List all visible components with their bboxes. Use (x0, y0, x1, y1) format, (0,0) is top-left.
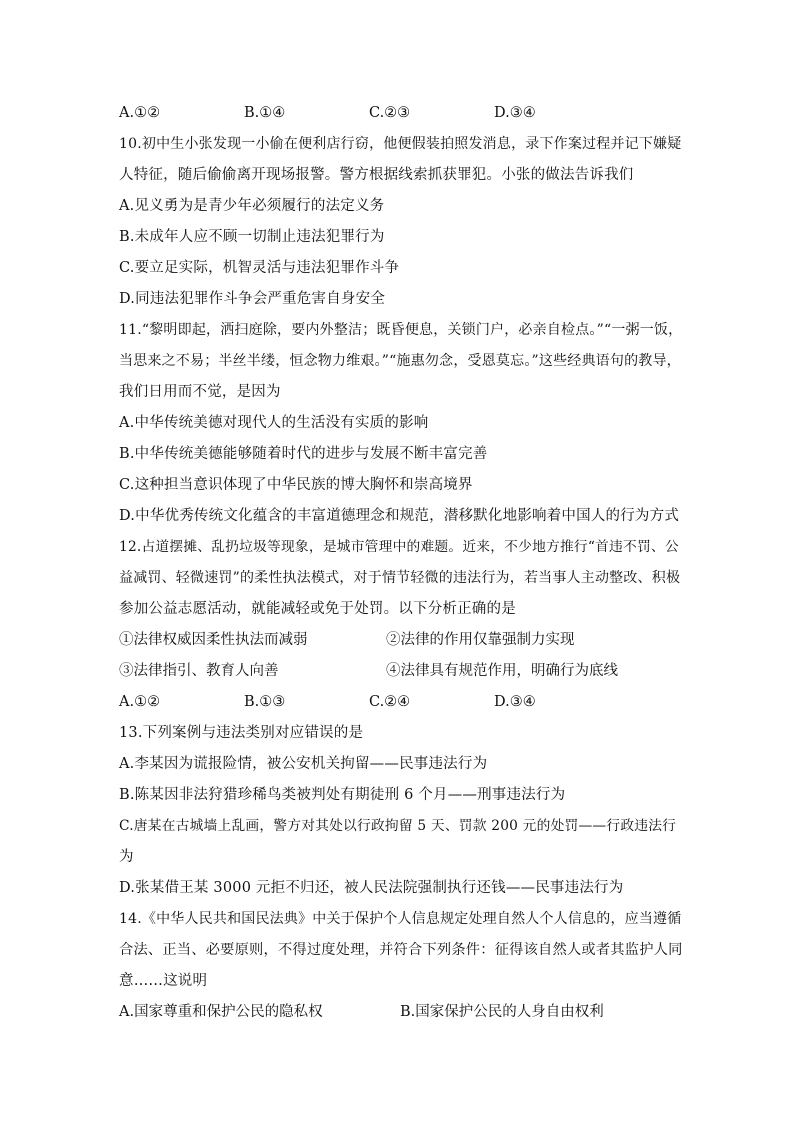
q12-statement-2: ②法律的作用仅靠强制力实现 (386, 632, 575, 648)
q10-stem-line-1: 10.初中生小张发现一小偷在便利店行窃，他便假装拍照发消息，录下作案过程并记下嫌疑 (119, 136, 682, 152)
q10-stem-line-2: 人特征，随后偷偷离开现场报警。警方根据线索抓获罪犯。小张的做法告诉我们 (119, 167, 634, 183)
q10-option-a: A.见义勇为是青少年必须履行的法定义务 (119, 198, 385, 214)
q14-option-a: A.国家尊重和保护公民的隐私权 (119, 1004, 323, 1020)
q11-option-c: C.这种担当意识体现了中华民族的博大胸怀和崇高境界 (119, 477, 473, 493)
q13-option-c-continued: 为 (119, 849, 134, 865)
q9-option-d: D.③④ (494, 105, 536, 121)
q12-stem-line-2: 益减罚、轻微速罚”的柔性执法模式，对于情节轻微的违法行为，若当事人主动整改、积极 (119, 570, 681, 586)
q12-option-a: A.①② (119, 694, 161, 710)
q14-stem-line-2: 合法、正当、必要原则，不得过度处理，并符合下列条件：征得该自然人或者其监护人同 (119, 942, 683, 958)
q12-option-d: D.③④ (494, 694, 536, 710)
q12-stem-line-1: 12.占道摆摊、乱扔垃圾等现象，是城市管理中的难题。近来，不少地方推行“首违不罚、公 (119, 539, 679, 555)
q13-option-b: B.陈某因非法狩猎珍稀鸟类被判处有期徒刑 6 个月——刑事违法行为 (119, 787, 566, 803)
q14-option-b: B.国家保护公民的人身自由权利 (400, 1004, 604, 1020)
q13-stem: 13.下列案例与违法类别对应错误的是 (119, 725, 364, 741)
q9-option-a: A.①② (119, 105, 161, 121)
q12-stem-line-3: 参加公益志愿活动，就能减轻或免于处罚。以下分析正确的是 (119, 601, 516, 617)
q14-stem-line-1: 14.《中华人民共和国民法典》中关于保护个人信息规定处理自然人个人信息的，应当遵循 (119, 911, 682, 927)
q12-statement-3: ③法律指引、教育人向善 (119, 663, 279, 679)
q11-stem-line-1: 11.“黎明即起，洒扫庭除，要内外整洁；既昏便息，关锁门户，必亲自检点。”“一粥一饭， (119, 322, 683, 338)
q14-stem-line-3: 意……这说明 (119, 973, 208, 989)
q13-option-a: A.李某因为谎报险情，被公安机关拘留——民事违法行为 (119, 756, 488, 772)
q11-option-d: D.中华优秀传统文化蕴含的丰富道德理念和规范，潜移默化地影响着中国人的行为方式 (119, 508, 680, 524)
q10-option-d: D.同违法犯罪作斗争会严重危害自身安全 (119, 291, 386, 307)
q11-stem-line-2: 当思来之不易；半丝半缕，恒念物力维艰。”“施惠勿念，受恩莫忘。”这些经典语句的教导， (119, 353, 681, 369)
q12-statement-4: ④法律具有规范作用，明确行为底线 (386, 663, 618, 679)
q10-option-b: B.未成年人应不顾一切制止违法犯罪行为 (119, 229, 385, 245)
q10-option-c: C.要立足实际，机智灵活与违法犯罪作斗争 (119, 260, 400, 276)
q13-option-d: D.张某借王某 3000 元拒不归还，被人民法院强制执行还钱——民事违法行为 (119, 880, 624, 896)
q12-option-c: C.②④ (369, 694, 411, 710)
q12-statement-1: ①法律权威因柔性执法而减弱 (119, 632, 308, 648)
q9-option-c: C.②③ (369, 105, 411, 121)
q13-option-c: C.唐某在古城墙上乱画，警方对其处以行政拘留 5 天、罚款 200 元的处罚——行政违法行 (119, 818, 677, 834)
q11-option-a: A.中华传统美德对现代人的生活没有实质的影响 (119, 415, 429, 431)
q12-option-b: B.①③ (244, 694, 286, 710)
q9-option-b: B.①④ (244, 105, 286, 121)
q11-stem-line-3: 我们日用而不觉，是因为 (119, 384, 281, 400)
q11-option-b: B.中华传统美德能够随着时代的进步与发展不断丰富完善 (119, 446, 488, 462)
